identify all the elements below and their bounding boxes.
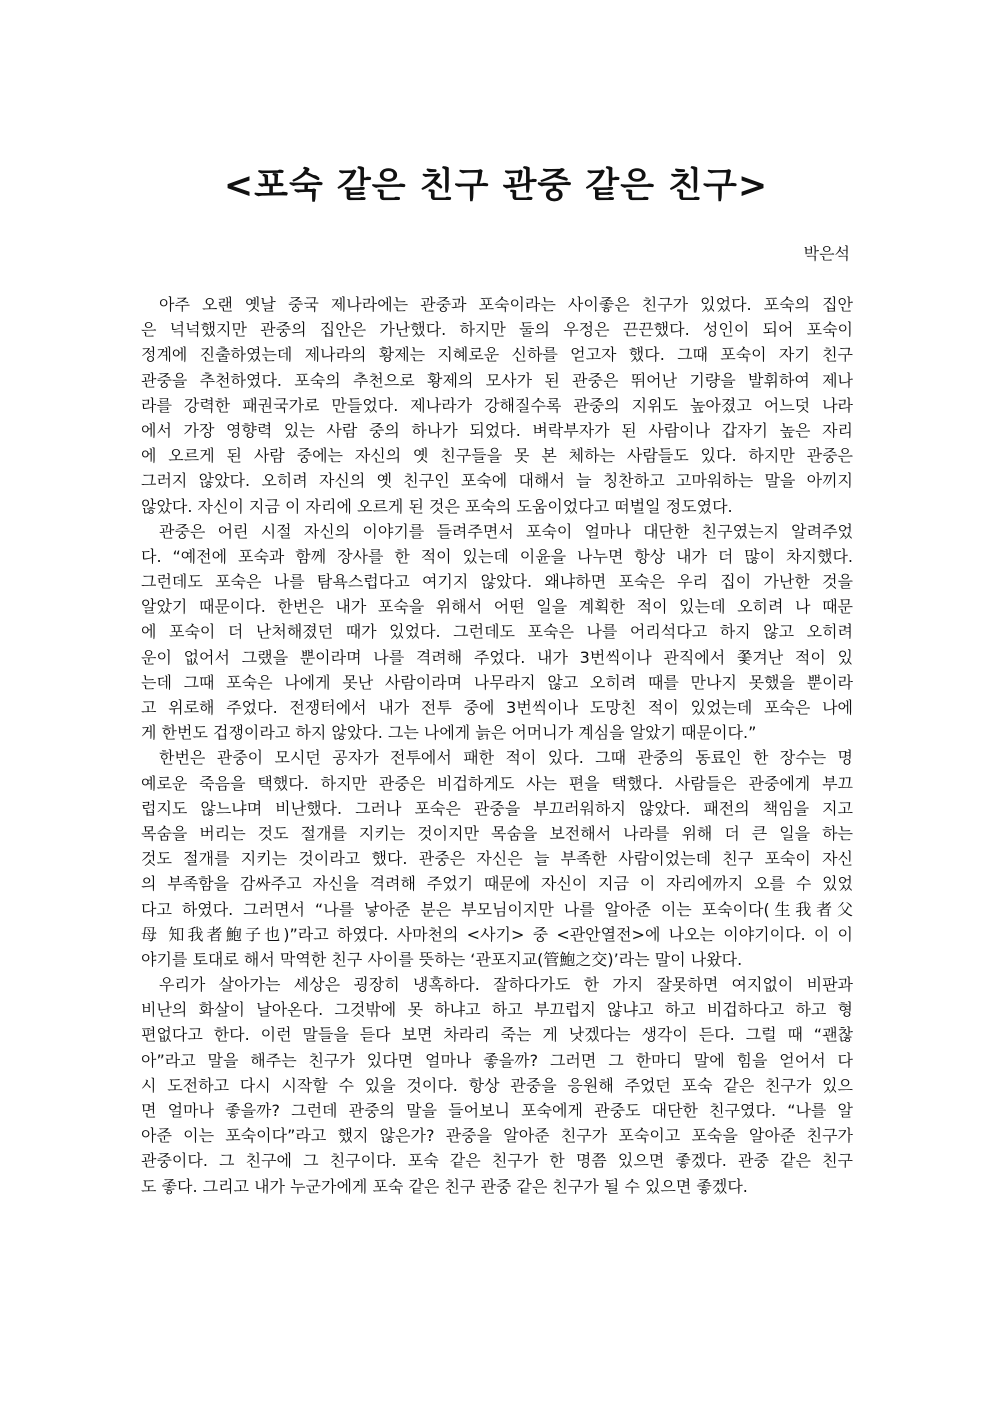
text-line: 라를 강력한 패권국가로 만들었다. 제나라가 강해질수록 관중의 지위도 높아졌고 어느덧 나라 — [141, 395, 853, 415]
text-line: 에 포숙이 더 난처해졌던 때가 있었다. 그런데도 포숙은 나를 어리석다고 하지 않고 오히려 — [141, 622, 853, 642]
text-line: 에 오르게 된 사람 중에는 자신의 옛 친구들을 못 본 체하는 사람들도 있다. 하지만 관중은 — [141, 446, 853, 466]
text-line: 은 넉넉했지만 관중의 집안은 가난했다. 하지만 둘의 우정은 끈끈했다. 성인이 되어 포숙이 — [141, 320, 853, 340]
paragraph — [141, 292, 853, 519]
text-line: 아준 이는 포숙이다”라고 했지 않은가? 관중을 알아준 친구가 포숙이고 포숙을 알아준 친구가 — [141, 1126, 853, 1146]
text-line: 도 좋다. 그리고 내가 누군가에게 포숙 같은 친구 관중 같은 친구가 될 수 있으면 좋겠다. — [141, 1176, 748, 1196]
text-line: 시 도전하고 다시 시작할 수 있을 것이다. 항상 관중을 응원해 주었던 포숙 같은 친구가 있으 — [141, 1075, 853, 1095]
text-line: 고 위로해 주었다. 전쟁터에서 내가 전투 중에 3번씩이나 도망친 적이 있었는데 포숙은 나에 — [141, 698, 853, 717]
text-line: 예로운 죽음을 택했다. 하지만 관중은 비겁하게도 사는 편을 택했다. 사람들은 관중에게 부끄 — [141, 773, 853, 793]
document-body — [141, 292, 853, 1199]
text-line: 다. “예전에 포숙과 함께 장사를 한 적이 있는데 이윤을 나누면 항상 내가 더 많이 차지했다. — [141, 546, 853, 566]
text-line: 럽지도 않느냐며 비난했다. 그러나 포숙은 관중을 부끄러워하지 않았다. 패전의 책임을 지고 — [141, 798, 853, 818]
author-name: 박은석 — [803, 244, 850, 263]
text-line: 게 한번도 겁쟁이라고 하지 않았다. 그는 나에게 늙은 어머니가 계심을 알았기 때문이다.” — [141, 723, 757, 743]
text-line: 관중은 어린 시절 자신의 이야기를 들려주면서 포숙이 얼마나 대단한 친구였는지 알려주었 — [159, 521, 853, 541]
text-line: 母 知我者鮑子也)”라고 하였다. 사마천의 <사기> 중 <관안열전>에 나오는 이야기이다. 이 이 — [141, 924, 853, 944]
text-line: 그러지 않았다. 오히려 자신의 옛 친구인 포숙에 대해서 늘 칭찬하고 고마워하는 말을 아끼지 — [141, 471, 853, 491]
text-line: 관중을 추천하였다. 포숙의 추천으로 황제의 모사가 된 관중은 뛰어난 기량을 발휘하여 제나 — [141, 370, 853, 390]
paragraph — [141, 519, 853, 746]
text-line: 우리가 살아가는 세상은 굉장히 냉혹하다. 잘하다가도 한 가지 잘못하면 여지없이 비판과 — [159, 975, 853, 995]
text-line: 아주 오랜 옛날 중국 제나라에는 관중과 포숙이라는 사이좋은 친구가 있었다. 포숙의 집안 — [159, 295, 853, 314]
text-line: 정계에 진출하였는데 제나라의 황제는 지혜로운 신하를 얻고자 했다. 그때 포숙이 자기 친구 — [141, 345, 853, 365]
text-line: 는데 그때 포숙은 나에게 못난 사람이라며 나무라지 않고 오히려 때를 만나지 못했을 뿐이라 — [141, 672, 853, 692]
text-line: 다고 하였다. 그러면서 “나를 낳아준 분은 부모님이지만 나를 알아준 이는 포숙이다(生我者父 — [141, 899, 853, 919]
document-title: <포숙 같은 친구 관중 같은 친구> — [223, 166, 769, 206]
text-line: 야기를 토대로 해서 막역한 친구 사이를 뜻하는 ‘관포지교(管鮑之交)’라는 말이 나왔다. — [141, 949, 743, 969]
text-line: 운이 없어서 그랬을 뿐이라며 나를 격려해 주었다. 내가 3번씩이나 관직에서 쫓겨난 적이 있 — [141, 647, 853, 667]
text-line: 에서 가장 영향력 있는 사람 중의 하나가 되었다. 벼락부자가 된 사람이나 갑자기 높은 자리 — [141, 420, 853, 440]
text-line: 면 얼마나 좋을까? 그런데 관중의 말을 들어보니 포숙에게 관중도 대단한 친구였다. “나를 알 — [141, 1101, 853, 1120]
text-line: 의 부족함을 감싸주고 자신을 격려해 주었기 때문에 자신이 지금 이 자리에까지 오를 수 있었 — [141, 874, 853, 894]
text-line: 아”라고 말을 해주는 친구가 있다면 얼마나 좋을까? 그러면 그 한마디 말에 힘을 얻어서 다 — [141, 1050, 853, 1070]
text-line: 한번은 관중이 모시던 공자가 전투에서 패한 적이 있다. 그때 관중의 동료인 한 장수는 명 — [159, 748, 853, 768]
text-line: 않았다. 자신이 지금 이 자리에 오르게 된 것은 포숙의 도움이었다고 떠벌일 정도였다. — [141, 496, 733, 516]
paragraph — [141, 745, 853, 972]
text-line: 편없다고 한다. 이런 말들을 듣다 보면 차라리 죽는 게 낫겠다는 생각이 든다. 그럴 때 “괜찮 — [141, 1025, 853, 1045]
text-line: 비난의 화살이 날아온다. 그것밖에 못 하냐고 하고 부끄럽지 않냐고 하고 비겁하다고 하고 형 — [141, 1000, 853, 1020]
paragraph — [141, 972, 853, 1199]
text-line: 것도 절개를 지키는 것이라고 했다. 관중은 자신은 늘 부족한 사람이었는데 친구 포숙이 자신 — [141, 849, 853, 869]
text-line: 알았기 때문이다. 한번은 내가 포숙을 위해서 어떤 일을 계획한 적이 있는데 오히려 나 때문 — [141, 597, 853, 617]
text-line: 그런데도 포숙은 나를 탐욕스럽다고 여기지 않았다. 왜냐하면 포숙은 우리 집이 가난한 것을 — [141, 572, 853, 592]
text-line: 관중이다. 그 친구에 그 친구이다. 포숙 같은 친구가 한 명쯤 있으면 좋겠다. 관중 같은 친구 — [141, 1151, 853, 1171]
text-line: 목숨을 버리는 것도 절개를 지키는 것이지만 목숨을 보전해서 나라를 위해 더 큰 일을 하는 — [141, 823, 853, 843]
